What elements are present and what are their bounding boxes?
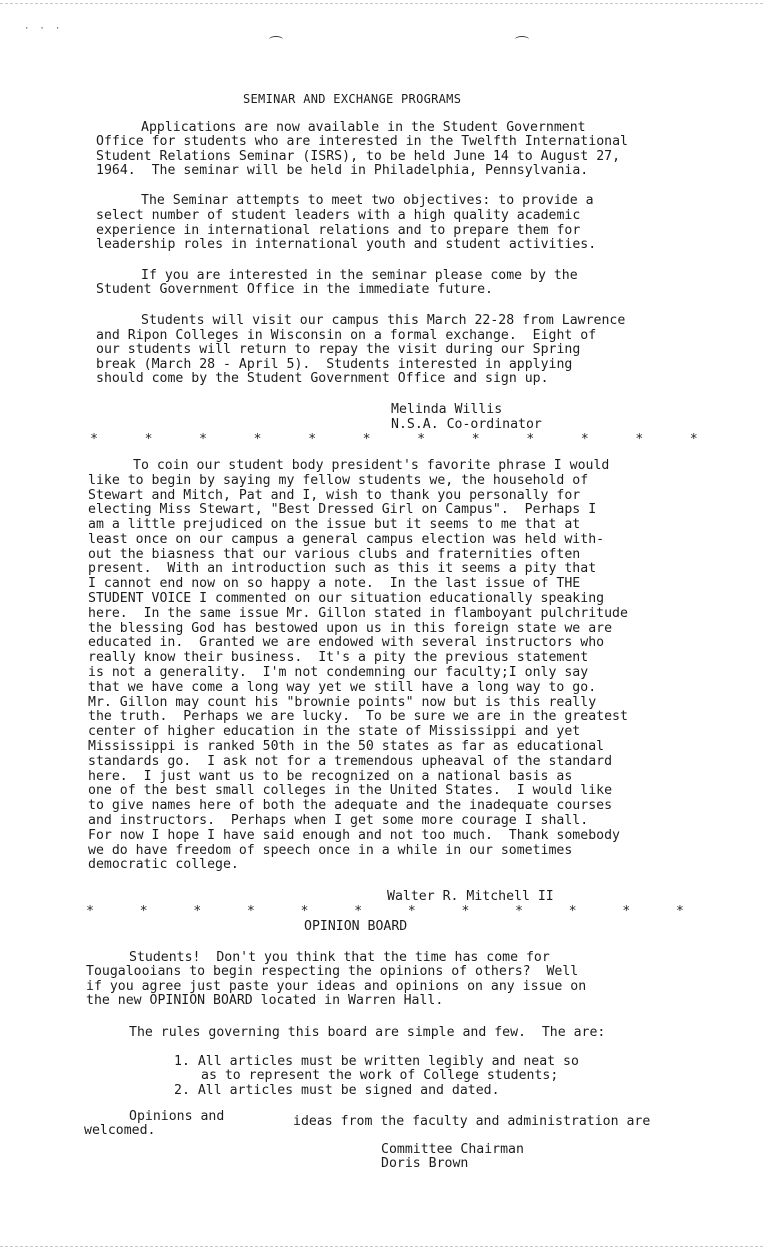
- star: *: [689, 432, 698, 447]
- text-line: Students will visit our campus this March 22-28 from Lawrence: [141, 313, 626, 328]
- text-line: the truth. Perhaps we are lucky. To be sure we are in the greatest: [88, 709, 628, 724]
- star: *: [471, 432, 480, 447]
- text-line: 1964. The seminar will be held in Philadelphia, Pennsylvania.: [96, 163, 589, 178]
- text-line: really know their business. It's a pity the previous statement: [88, 650, 589, 665]
- star: *: [407, 904, 416, 919]
- rule-item-continuation: as to represent the work of College students;: [201, 1068, 559, 1083]
- text-line: out the biasness that our various clubs and fraternities often: [88, 547, 581, 562]
- text-line: electing Miss Stewart, "Best Dressed Girl on Campus". Perhaps I: [88, 502, 597, 517]
- text-line: should come by the Student Government Office and sign up.: [96, 371, 549, 386]
- scan-specks: ···: [24, 24, 71, 34]
- text-line: Mr. Gillon may count his "brownie points" now but is this really: [88, 695, 597, 710]
- star-divider: [89, 433, 699, 446]
- text-line: For now I hope I have said enough and not too much. Thank somebody: [88, 828, 620, 843]
- text-line: like to begin by saying my fellow students we, the household of: [88, 473, 589, 488]
- text-line: democratic college.: [88, 857, 239, 872]
- text-line: STUDENT VOICE I commented on our situation educationally speaking: [88, 591, 605, 606]
- star: *: [362, 432, 371, 447]
- text-line: Student Government Office in the immediate future.: [96, 282, 493, 297]
- text-line: if you agree just paste your ideas and opinions on any issue on: [86, 979, 587, 994]
- star: *: [622, 904, 631, 919]
- star: *: [675, 904, 684, 919]
- star: *: [515, 904, 523, 919]
- text-line: Office for students who are interested in the Twelfth International: [96, 134, 628, 149]
- text-line: I cannot end now on so happy a note. In the last issue of THE: [88, 576, 581, 591]
- star: *: [193, 904, 202, 919]
- star: *: [354, 904, 363, 919]
- text-line: to give names here of both the adequate and the inadequate courses: [88, 798, 613, 813]
- text-line: experience in international relations and to prepare them for: [96, 223, 581, 238]
- scan-edge-top: [0, 3, 763, 4]
- star: *: [308, 432, 317, 447]
- star: *: [568, 904, 577, 919]
- signature-name: Melinda Willis: [391, 402, 503, 417]
- text-line: break (March 28 - April 5). Students interested in applying: [96, 357, 573, 372]
- text-line: standards go. I ask not for a tremendous upheaval of the standard: [88, 754, 613, 769]
- star: *: [635, 432, 644, 447]
- text-line: here. In the same issue Mr. Gillon stated in flamboyant pulchritude: [88, 606, 628, 621]
- punch-mark-left: [269, 36, 283, 43]
- text-line: select number of student leaders with a high quality academic: [96, 208, 581, 223]
- text-line: one of the best small colleges in the United States. I would like: [88, 783, 613, 798]
- star: *: [90, 432, 98, 447]
- text-line: center of higher education in the state of Mississippi and yet: [88, 724, 581, 739]
- text-line: we do have freedom of speech once in a while in our sometimes: [88, 843, 573, 858]
- star: *: [246, 904, 255, 919]
- star: *: [86, 904, 94, 919]
- text-line: the new OPINION BOARD located in Warren Hall.: [86, 993, 444, 1008]
- star: *: [461, 904, 470, 919]
- text-line: Mississippi is ranked 50th in the 50 states as far as educational: [88, 739, 605, 754]
- rules-intro: The rules governing this board are simple and few. The are:: [129, 1025, 606, 1040]
- star: *: [253, 432, 262, 447]
- text-line: here. I just want us to be recognized on a national basis as: [88, 769, 573, 784]
- star: *: [526, 432, 535, 447]
- signature-name: Doris Brown: [381, 1156, 469, 1171]
- text-line: To coin our student body president's favorite phrase I would: [133, 458, 610, 473]
- text-line: the blessing God has bestowed upon us in this foreign state we are: [88, 621, 613, 636]
- signature-role: Committee Chairman: [381, 1142, 524, 1157]
- text-line: and Ripon Colleges in Wisconsin on a formal exchange. Eight of: [96, 328, 597, 343]
- rule-item: 1. All articles must be written legibly and neat so: [174, 1054, 579, 1069]
- text-line: Applications are now available in the Student Government: [141, 120, 586, 135]
- text-line: Students! Don't you think that the time has come for: [129, 950, 550, 965]
- star: *: [580, 432, 589, 447]
- text-line: least once on our campus a general campus election was held with-: [88, 532, 605, 547]
- closing-right: ideas from the faculty and administration are: [293, 1114, 651, 1129]
- punch-mark-right: [515, 36, 529, 43]
- text-line: The Seminar attempts to meet two objectives: to provide a: [141, 193, 594, 208]
- star: *: [144, 432, 153, 447]
- rule-item: 2. All articles must be signed and dated.: [174, 1083, 500, 1098]
- text-line: Stewart and Mitch, Pat and I, wish to thank you personally for: [88, 488, 581, 503]
- page-title: SEMINAR AND EXCHANGE PROGRAMS: [243, 92, 462, 106]
- star: *: [300, 904, 309, 919]
- text-line: is not a generality. I'm not condemning our faculty;I only say: [88, 665, 589, 680]
- closing-left-2: welcomed.: [84, 1123, 156, 1138]
- text-line: educated in. Granted we are endowed with several instructors who: [88, 635, 605, 650]
- scan-edge-bottom: [0, 1246, 763, 1247]
- text-line: and instructors. Perhaps when I get some more courage I shall.: [88, 813, 589, 828]
- star-divider: [85, 905, 685, 918]
- text-line: Student Relations Seminar (ISRS), to be held June 14 to August 27,: [96, 149, 621, 164]
- opinion-board-heading: OPINION BOARD: [304, 919, 408, 934]
- text-line: Tougalooians to begin respecting the opinions of others? Well: [86, 964, 579, 979]
- closing-left-1: Opinions and: [129, 1109, 225, 1124]
- signature-walter-mitchell: Walter R. Mitchell II: [387, 889, 554, 904]
- signature-role: N.S.A. Co-ordinator: [391, 417, 542, 432]
- text-line: present. With an introduction such as this it seems a pity that: [88, 561, 597, 576]
- text-line: leadership roles in international youth and student activities.: [96, 237, 597, 252]
- text-line: that we have come a long way yet we still have a long way to go.: [88, 680, 597, 695]
- text-line: am a little prejudiced on the issue but it seems to me that at: [88, 517, 581, 532]
- text-line: our students will return to repay the visit during our Spring: [96, 342, 581, 357]
- star: *: [417, 432, 426, 447]
- star: *: [199, 432, 207, 447]
- text-line: If you are interested in the seminar please come by the: [141, 268, 578, 283]
- star: *: [139, 904, 148, 919]
